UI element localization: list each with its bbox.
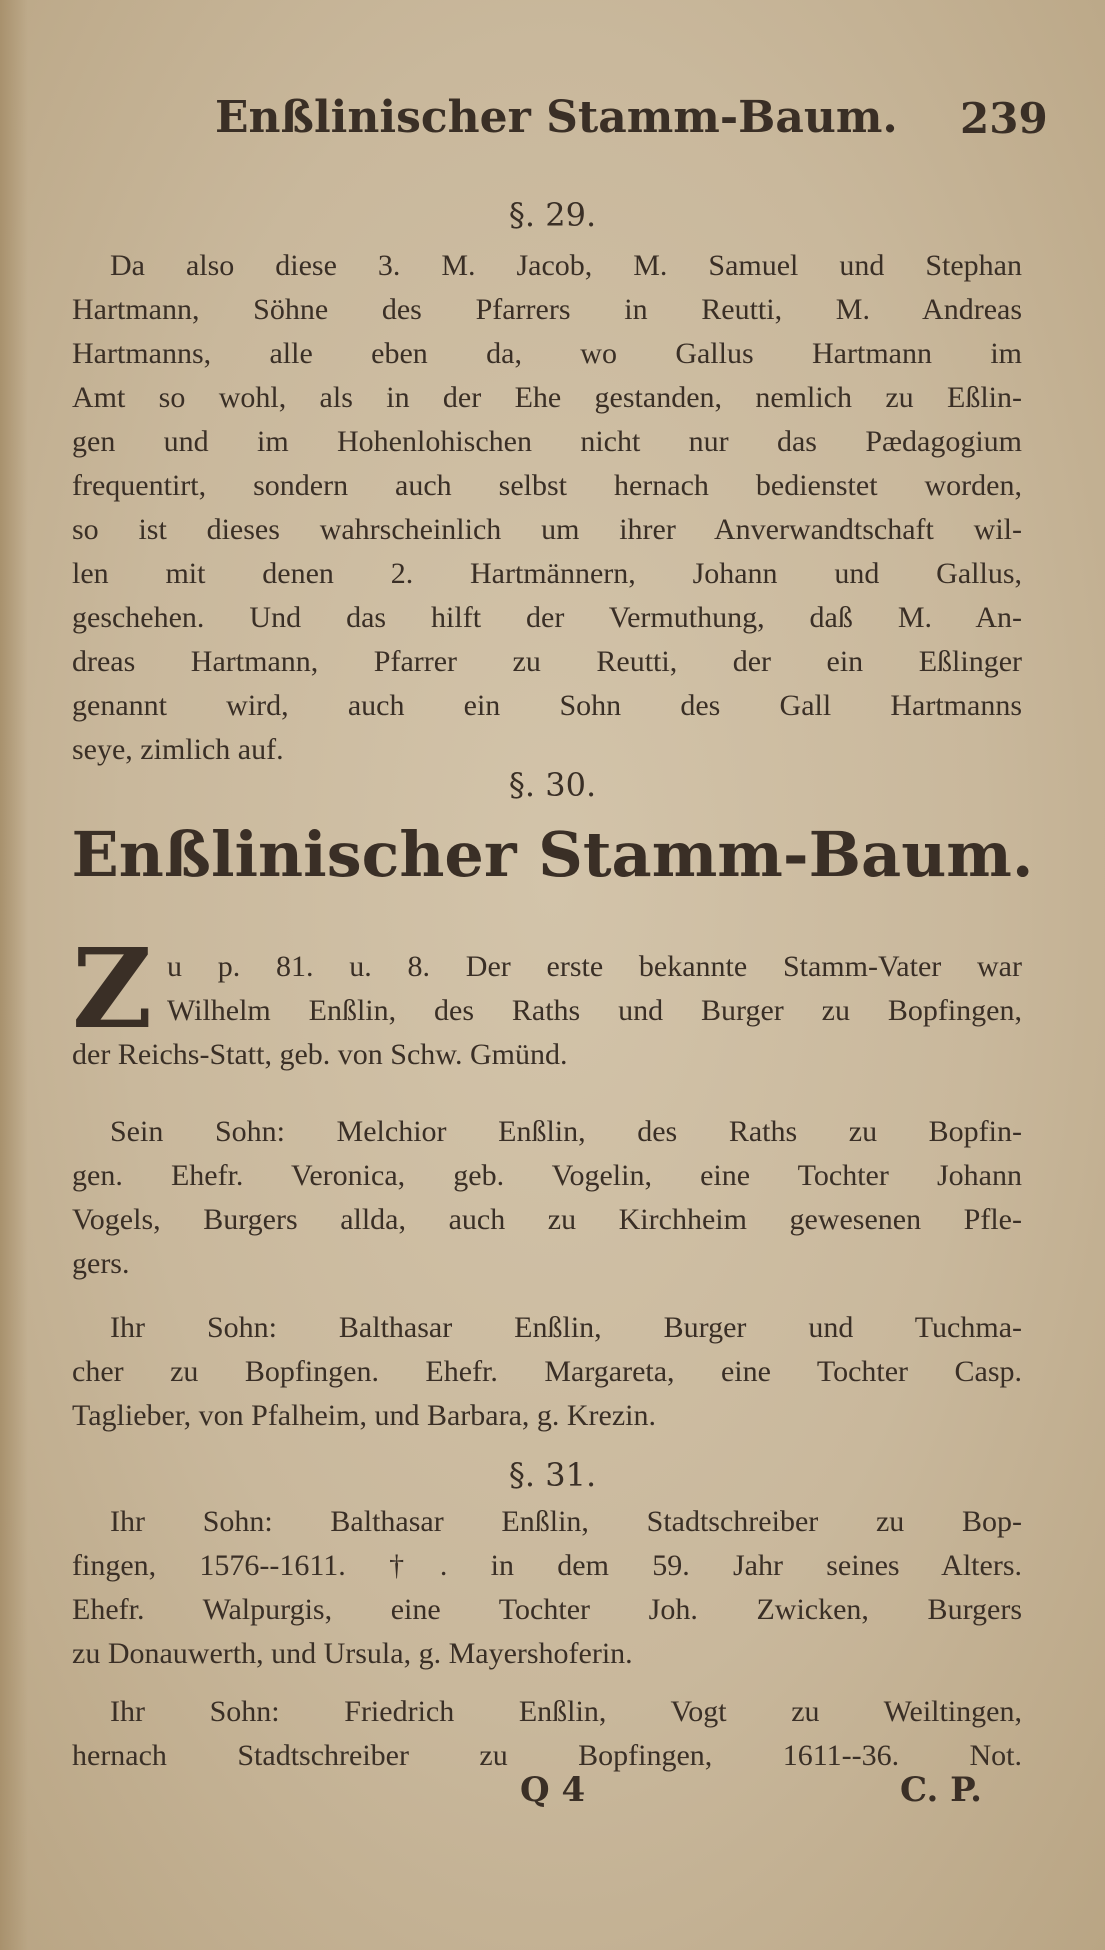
drop-cap: Z bbox=[72, 924, 153, 1053]
section-29-paragraph bbox=[72, 244, 1022, 772]
text-line: gen. Ehefr. Veronica, geb. Vogelin, eine Tochter Johann bbox=[72, 1159, 1022, 1192]
text-line: len mit denen 2. Hartmännern, Johann und Gallus, bbox=[72, 557, 1022, 590]
section-31-paragraph-1 bbox=[72, 1500, 1022, 1676]
section-30-paragraph-1 bbox=[72, 924, 1022, 1077]
page-number: 239 bbox=[960, 94, 1048, 143]
text-line: Sein Sohn: Melchior Enßlin, des Raths zu Bopfin- bbox=[110, 1115, 1022, 1148]
text-line: Ihr Sohn: Balthasar Enßlin, Burger und Tuchma- bbox=[110, 1311, 1022, 1344]
chapter-title: Enßlinischer Stamm-Baum. bbox=[71, 818, 1034, 891]
text-line: genannt wird, auch ein Sohn des Gall Hartmanns bbox=[72, 689, 1022, 722]
text-line: Taglieber, von Pfalheim, und Barbara, g. Krezin. bbox=[72, 1399, 657, 1432]
page-gutter-shadow bbox=[0, 0, 28, 1950]
signature-mark: Q 4 bbox=[520, 1770, 586, 1810]
text-line: dreas Hartmann, Pfarrer zu Reutti, der ein Eßlinger bbox=[72, 645, 1022, 678]
text-line: Vogels, Burgers allda, auch zu Kirchheim gewesenen Pfle- bbox=[72, 1203, 1022, 1236]
section-30-paragraph-2 bbox=[72, 1110, 1022, 1286]
running-title: Enßlinischer Stamm-Baum. bbox=[215, 92, 898, 143]
text-line: gen und im Hohenlohischen nicht nur das Pædagogium bbox=[72, 425, 1022, 458]
text-line: Amt so wohl, als in der Ehe gestanden, nemlich zu Eßlin- bbox=[72, 381, 1022, 414]
text-line: frequentirt, sondern auch selbst hernach bedienstet worden, bbox=[72, 469, 1022, 502]
text-line: Ihr Sohn: Balthasar Enßlin, Stadtschreiber zu Bop- bbox=[110, 1505, 1022, 1538]
catchword: C. P. bbox=[900, 1770, 982, 1810]
text-line: Hartmanns, alle eben da, wo Gallus Hartmann im bbox=[72, 337, 1022, 370]
text-line: der Reichs-Statt, geb. von Schw. Gmünd. bbox=[72, 1038, 568, 1071]
text-line: seye, zimlich auf. bbox=[72, 733, 284, 766]
text-line: geschehen. Und das hilft der Vermuthung, daß M. An- bbox=[72, 601, 1022, 634]
section-30-label: §. 30. bbox=[508, 766, 597, 804]
text-line: Ihr Sohn: Friedrich Enßlin, Vogt zu Weiltingen, bbox=[110, 1695, 1022, 1728]
text-line: Hartmann, Söhne des Pfarrers in Reutti, M. Andreas bbox=[72, 293, 1022, 326]
running-header bbox=[0, 92, 1105, 152]
section-30-paragraph-3 bbox=[72, 1306, 1022, 1438]
text-line: zu Donauwerth, und Ursula, g. Mayershoferin. bbox=[72, 1637, 633, 1670]
section-31-paragraph-2 bbox=[72, 1690, 1022, 1778]
text-line: so ist dieses wahrscheinlich um ihrer Anverwandtschaft wil- bbox=[72, 513, 1022, 546]
text-line: cher zu Bopfingen. Ehefr. Margareta, eine Tochter Casp. bbox=[72, 1355, 1022, 1388]
text-line: fingen, 1576--1611. †. in dem 59. Jahr seines Alters. bbox=[72, 1549, 1022, 1582]
text-line: gers. bbox=[72, 1247, 130, 1280]
text-line: Da also diese 3. M. Jacob, M. Samuel und Stephan bbox=[110, 249, 1022, 282]
section-29-label: §. 29. bbox=[508, 196, 597, 234]
text-line: Ehefr. Walpurgis, eine Tochter Joh. Zwicken, Burgers bbox=[72, 1593, 1022, 1626]
section-31-label: §. 31. bbox=[508, 1456, 597, 1494]
text-line: hernach Stadtschreiber zu Bopfingen, 1611--36. Not. bbox=[72, 1739, 1022, 1772]
text-line: u p. 81. u. 8. Der erste bekannte Stamm-Vater war bbox=[167, 950, 1022, 983]
text-line: Wilhelm Enßlin, des Raths und Burger zu Bopfingen, bbox=[167, 994, 1022, 1027]
